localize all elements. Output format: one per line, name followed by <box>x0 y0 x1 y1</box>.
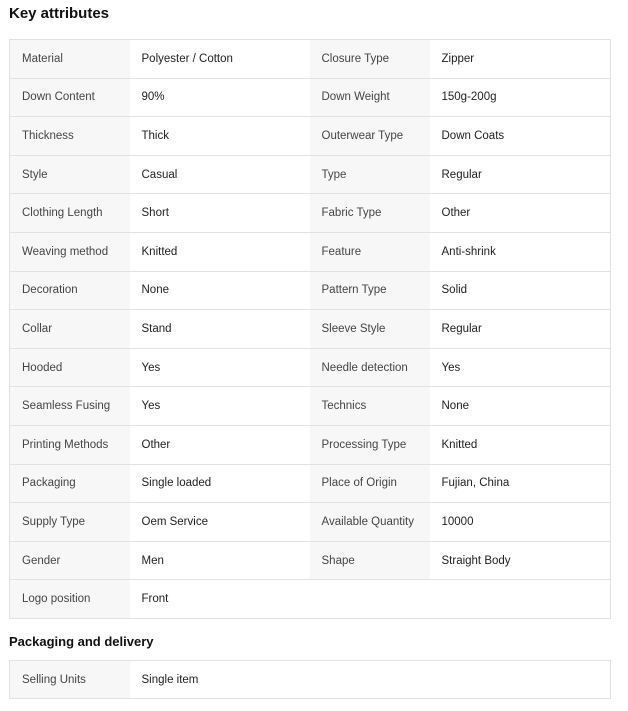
attribute-name: Style <box>10 155 130 194</box>
table-row <box>10 78 611 117</box>
attribute-name: Feature <box>310 232 430 271</box>
attribute-name: Logo position <box>10 580 130 619</box>
attribute-name: Needle detection <box>310 348 430 387</box>
attribute-value: Fujian, China <box>430 464 611 503</box>
attribute-value: Knitted <box>430 425 611 464</box>
attribute-value: None <box>130 271 310 310</box>
attribute-name: Material <box>10 40 130 79</box>
table-row <box>10 661 611 699</box>
attribute-value: Front <box>130 580 310 619</box>
key-attributes-body <box>10 40 611 619</box>
attribute-value: Single item <box>130 661 310 699</box>
table-row <box>10 40 611 79</box>
attribute-value: Regular <box>430 310 611 349</box>
attribute-name: Shape <box>310 541 430 580</box>
attribute-name: Printing Methods <box>10 425 130 464</box>
packaging-delivery-body <box>10 661 611 699</box>
table-row <box>10 464 611 503</box>
attribute-value: Thick <box>130 117 310 156</box>
attribute-name: Processing Type <box>310 425 430 464</box>
attribute-name: Supply Type <box>10 503 130 542</box>
table-row <box>10 194 611 233</box>
attribute-value: None <box>430 387 611 426</box>
table-row <box>10 580 611 619</box>
attribute-name: Decoration <box>10 271 130 310</box>
packaging-delivery-title: Packaging and delivery <box>9 634 154 649</box>
table-row <box>10 425 611 464</box>
attribute-name: Clothing Length <box>10 194 130 233</box>
attribute-name: Sleeve Style <box>310 310 430 349</box>
attribute-value: Other <box>130 425 310 464</box>
attribute-name: Packaging <box>10 464 130 503</box>
attribute-value: Straight Body <box>430 541 611 580</box>
empty-cell <box>310 580 430 619</box>
attribute-name: Down Content <box>10 78 130 117</box>
attribute-name: Available Quantity <box>310 503 430 542</box>
attribute-value: Men <box>130 541 310 580</box>
attribute-name: Pattern Type <box>310 271 430 310</box>
attribute-value: Stand <box>130 310 310 349</box>
attribute-value: Zipper <box>430 40 611 79</box>
packaging-delivery-table <box>9 660 611 699</box>
attribute-value: Single loaded <box>130 464 310 503</box>
attribute-name: Selling Units <box>10 661 130 699</box>
attribute-name: Thickness <box>10 117 130 156</box>
attribute-name: Weaving method <box>10 232 130 271</box>
table-row <box>10 155 611 194</box>
empty-cell <box>430 661 611 699</box>
key-attributes-title: Key attributes <box>9 5 110 22</box>
key-attributes-table <box>9 39 611 619</box>
attribute-value: 150g-200g <box>430 78 611 117</box>
attribute-name: Type <box>310 155 430 194</box>
table-row <box>10 310 611 349</box>
attribute-value: Solid <box>430 271 611 310</box>
attribute-value: Short <box>130 194 310 233</box>
empty-cell <box>310 661 430 699</box>
attribute-name: Fabric Type <box>310 194 430 233</box>
table-row <box>10 503 611 542</box>
table-row <box>10 387 611 426</box>
attribute-value: Knitted <box>130 232 310 271</box>
attribute-name: Technics <box>310 387 430 426</box>
attribute-value: 90% <box>130 78 310 117</box>
table-row <box>10 232 611 271</box>
table-row <box>10 348 611 387</box>
attribute-value: Other <box>430 194 611 233</box>
attribute-value: Regular <box>430 155 611 194</box>
attribute-value: Oem Service <box>130 503 310 542</box>
attribute-name: Place of Origin <box>310 464 430 503</box>
attribute-value: Yes <box>130 348 310 387</box>
attribute-value: Anti-shrink <box>430 232 611 271</box>
table-row <box>10 271 611 310</box>
attribute-value: Down Coats <box>430 117 611 156</box>
attribute-name: Closure Type <box>310 40 430 79</box>
attribute-value: Polyester / Cotton <box>130 40 310 79</box>
empty-cell <box>430 580 611 619</box>
attribute-value: Casual <box>130 155 310 194</box>
attribute-name: Down Weight <box>310 78 430 117</box>
attribute-name: Outerwear Type <box>310 117 430 156</box>
attribute-name: Collar <box>10 310 130 349</box>
table-row <box>10 541 611 580</box>
attribute-name: Hooded <box>10 348 130 387</box>
attribute-value: 10000 <box>430 503 611 542</box>
attribute-value: Yes <box>430 348 611 387</box>
attribute-name: Seamless Fusing <box>10 387 130 426</box>
attribute-name: Gender <box>10 541 130 580</box>
attribute-value: Yes <box>130 387 310 426</box>
table-row <box>10 117 611 156</box>
